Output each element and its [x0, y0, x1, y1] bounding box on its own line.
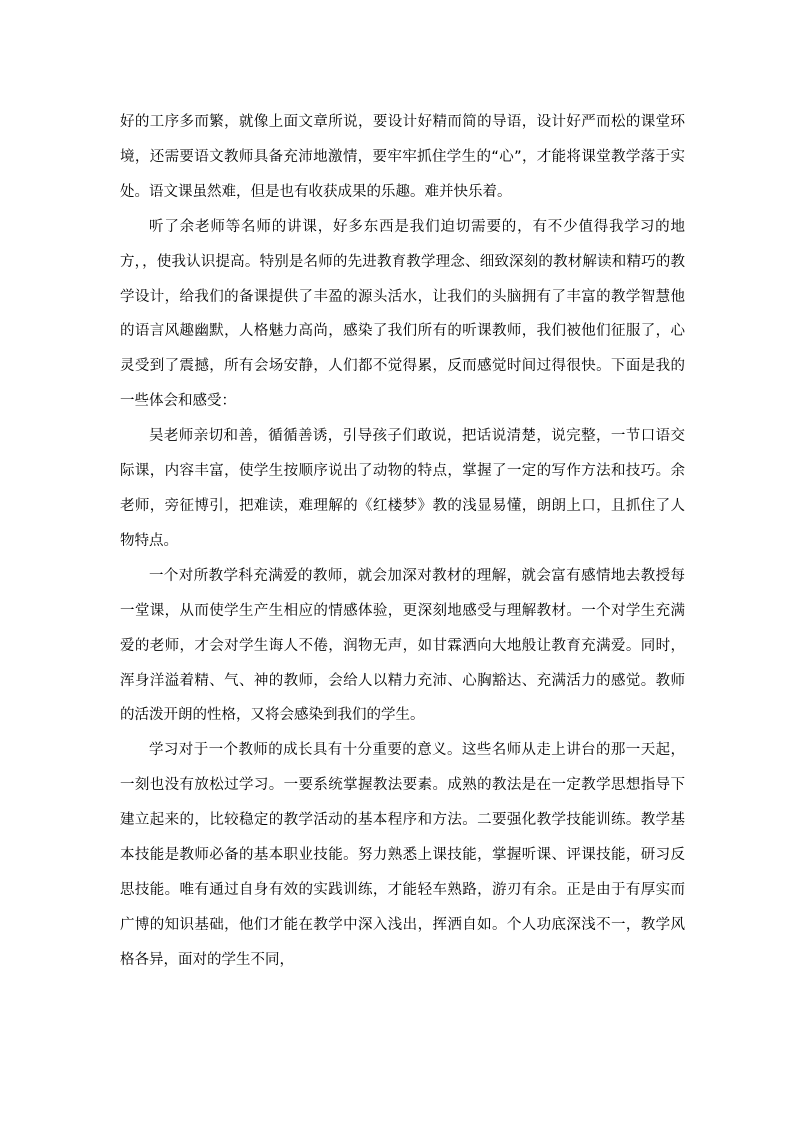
paragraph-1: 好的工序多而繁，就像上面文章所说，要设计好精而简的导语，设计好严而松的课堂环境，还需要语文教师具备充沛地激情，要牢牢抓住学生的“心”，才能将课堂教学落于实处。语文课虽然难，但是也有收获成果的乐趣。难并快乐着。: [120, 114, 685, 200]
paragraph-4: 一个对所教学科充满爱的教师，就会加深对教材的理解，就会富有感情地去教授每一堂课，从而使学生产生相应的情感体验，更深刻地感受与理解教材。一个对学生充满爱的老师，才会对学生诲人不倦，润物无声，如甘霖洒向大地般让教育充满爱。同时，浑身洋溢着精、气、神的教师，会给人以精力充沛、心胸豁达、充满活力的感觉。教师的活泼开朗的性格，又将会感染到我们的学生。: [120, 567, 685, 724]
paragraph-3: 吴老师亲切和善，循循善诱，引导孩子们敢说，把话说清楚，说完整，一节口语交际课，内容丰富，使学生按顺序说出了动物的特点，掌握了一定的写作方法和技巧。余老师，旁征博引，把难读，难理解的《红楼梦》教的浅显易懂，朗朗上口，且抓住了人物特点。: [120, 428, 685, 549]
paragraph-2: 听了余老师等名师的讲课，好多东西是我们迫切需要的，有不少值得我学习的地方，，使我认识提高。特别是名师的先进教育教学理念、细致深刻的教材解读和精巧的教学设计，给我们的备课提供了丰盈的源头活水，让我们的头脑拥有了丰富的教学智慧他的语言风趣幽默，人格魅力高尚，感染了我们所有的听课教师，我们被他们征服了，心灵受到了震撼，所有会场安静，人们都不觉得累，反而感觉时间过得很快。下面是我的一些体会和感受：: [120, 218, 685, 410]
document-body: [120, 105, 685, 978]
paragraph-5: 学习对于一个教师的成长具有十分重要的意义。这些名师从走上讲台的那一天起，一刻也没有放松过学习。一要系统掌握教法要素。成熟的教法是在一定教学思想指导下建立起来的，比较稳定的教学活动的基本程序和方法。二要强化教学技能训练。教学基本技能是教师必备的基本职业技能。努力熟悉上课技能，掌握听课、评课技能，研习反思技能。唯有通过自身有效的实践训练，才能轻车熟路，游刃有余。正是由于有厚实而广博的知识基础，他们才能在教学中深入浅出，挥洒自如。个人功底深浅不一，教学风格各异，面对的学生不同，: [120, 742, 685, 968]
